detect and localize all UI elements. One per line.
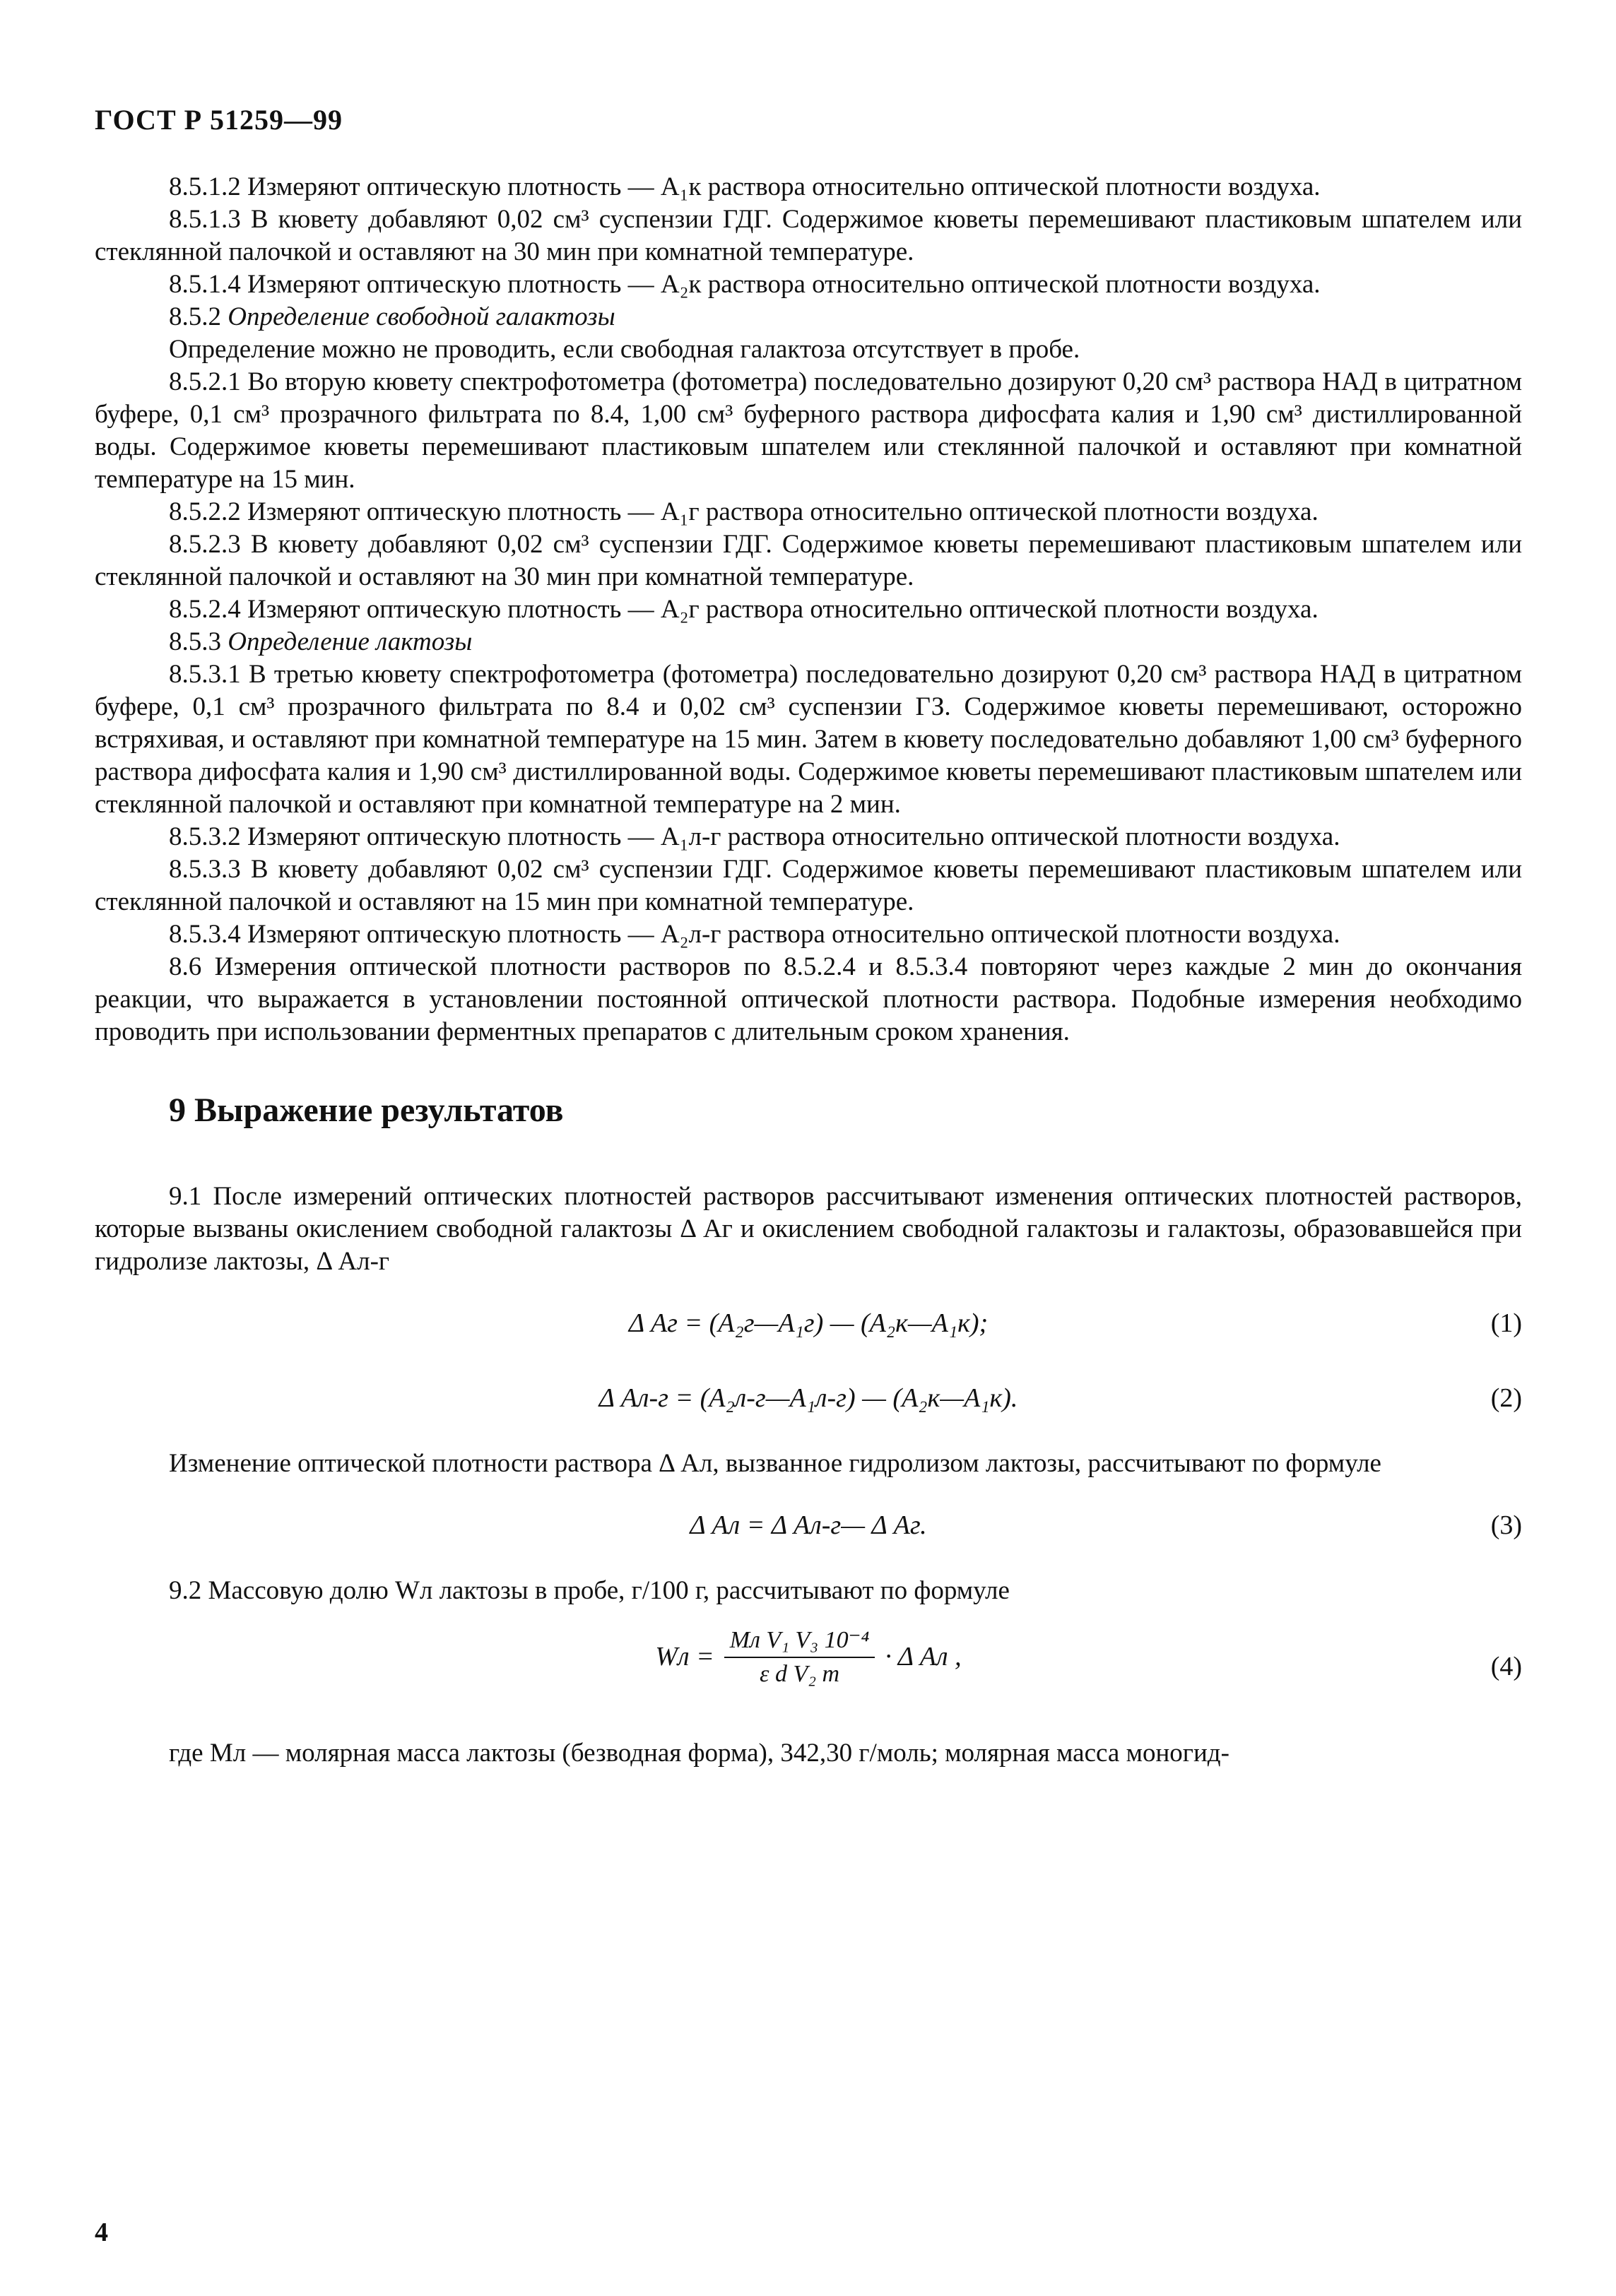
fraction-numerator: Mл V₁ V₃ 10⁻⁴ <box>729 1627 870 1653</box>
paragraph-8-5-1-2: 8.5.1.2 Измеряют оптическую плотность — A₁к раствора относительно оптической плотности воздуха. <box>169 172 1321 201</box>
section-heading-9: 9 Выражение результатов <box>169 1091 564 1129</box>
section-title: Определение лактозы <box>228 627 473 656</box>
fraction-expression <box>95 1626 1522 1688</box>
section-heading-8-5-2 <box>95 301 1522 333</box>
formula-4 <box>95 1617 1522 1737</box>
paragraph-8-5-2-4: 8.5.2.4 Измеряют оптическую плотность — A₂г раствора относительно оптической плотности воздуха. <box>169 595 1319 624</box>
section-number: 8.5.2 <box>169 302 221 331</box>
fraction <box>724 1626 875 1688</box>
paragraph-8-5-3-2: 8.5.3.2 Измеряют оптическую плотность — A₁л-г раствора относительно оптической плотности воздуха. <box>169 822 1340 851</box>
formula-number: (2) <box>1490 1383 1522 1413</box>
section-title: Определение свободной галактозы <box>228 302 615 331</box>
section-number: 8.5.3 <box>169 627 221 656</box>
paragraph-8-5-2-1: 8.5.2.1 Во вторую кювету спектрофотометра (фотометра) последовательно дозируют 0,20 см³ раствора НАД в цитратном буфере, 0,1 см³ прозрачного фильтрата по 8.4, 1,00 см³ буферного раствора дифосфата калия и 1,90 см³ дистиллированной воды. Содержимое кюветы перемешивают пластиковым шпателем или стеклянной палочкой и оставляют при комнатной температуре на 15 мин. <box>95 367 1522 494</box>
paragraph-note: Определение можно не проводить, если свободная галактоза отсутствует в пробе. <box>169 335 1080 364</box>
paragraph-change-description: Изменение оптической плотности раствора Δ Aл, вызванное гидролизом лактозы, рассчитывают по формуле <box>169 1449 1381 1478</box>
paragraph-8-6: 8.6 Измерения оптической плотности растворов по 8.5.2.4 и 8.5.3.4 повторяют через каждые 2 мин до окончания реакции, что выражается в установлении постоянной оптической плотности раствора. Подобные измерения необходимо проводить при использовании ферментных препаратов с длительным сроком хранения. <box>95 952 1522 1046</box>
paragraph-8-5-1-4: 8.5.1.4 Измеряют оптическую плотность — A₂к раствора относительно оптической плотности воздуха. <box>169 270 1321 299</box>
formula-expression: Δ Aл = Δ Aл-г— Δ Aг. <box>690 1510 927 1540</box>
formula-number: (1) <box>1490 1308 1522 1338</box>
section-heading-8-5-3 <box>95 626 1522 658</box>
formula-rhs: · Δ Aл , <box>885 1642 962 1671</box>
formula-lhs: Wл = <box>655 1642 714 1671</box>
document-header: ГОСТ Р 51259—99 <box>95 104 343 136</box>
paragraph-8-5-2-2: 8.5.2.2 Измеряют оптическую плотность — A₁г раствора относительно оптической плотности воздуха. <box>169 497 1319 526</box>
formula-2 <box>95 1373 1522 1428</box>
paragraph-8-5-1-3: 8.5.1.3 В кювету добавляют 0,02 см³ суспензии ГДГ. Содержимое кюветы перемешивают пластиковым шпателем или стеклянной палочкой и оставляют на 30 мин при комнатной температуре. <box>95 205 1522 266</box>
paragraph-9-2: 9.2 Массовую долю Wл лактозы в пробе, г/100 г, рассчитывают по формуле <box>169 1576 1010 1605</box>
paragraph-where: где Mл — молярная масса лактозы (безводная форма), 342,30 г/моль; молярная масса моногид- <box>169 1739 1229 1768</box>
paragraph-8-5-3-4: 8.5.3.4 Измеряют оптическую плотность — A₂л-г раствора относительно оптической плотности воздуха. <box>169 920 1340 949</box>
paragraph-9-1: 9.1 После измерений оптических плотностей растворов рассчитывают изменения оптических плотностей растворов, которые вызваны окислением свободной галактозы Δ Aг и окислением свободной галактозы и галактозы, образовавшейся при гидролизе лактозы, Δ Aл-г <box>95 1182 1522 1276</box>
formula-number: (4) <box>1490 1652 1522 1681</box>
formula-number: (3) <box>1490 1510 1522 1540</box>
formula-expression: Δ Aл-г = (A₂л-г—A₁л-г) — (A₂к—A₁к). <box>598 1383 1018 1413</box>
paragraph-8-5-2-3: 8.5.2.3 В кювету добавляют 0,02 см³ суспензии ГДГ. Содержимое кюветы перемешивают пластиковым шпателем или стеклянной палочкой и оставляют на 30 мин при комнатной температуре. <box>95 530 1522 591</box>
paragraph-8-5-3-3: 8.5.3.3 В кювету добавляют 0,02 см³ суспензии ГДГ. Содержимое кюветы перемешивают пластиковым шпателем или стеклянной палочкой и оставляют на 15 мин при комнатной температуре. <box>95 855 1522 916</box>
formula-3 <box>95 1500 1522 1555</box>
paragraph-8-5-3-1: 8.5.3.1 В третью кювету спектрофотометра (фотометра) последовательно дозируют 0,20 см³ раствора НАД в цитратном буфере, 0,1 см³ прозрачного фильтрата по 8.4 и 0,02 см³ суспензии ГЗ. Содержимое кюветы перемешивают, осторожно встряхивая, и оставляют при комнатной температуре на 15 мин. Затем в кювету последовательно добавляют 1,00 см³ буферного раствора дифосфата калия и 1,90 см³ дистиллированной воды. Содержимое кюветы перемешивают пластиковым шпателем или стеклянной палочкой и оставляют при комнатной температуре на 2 мин. <box>95 660 1522 819</box>
formula-1 <box>95 1298 1522 1353</box>
page-number: 4 <box>95 2218 108 2247</box>
document-body <box>95 171 1522 1770</box>
fraction-denominator: ε d V₂ m <box>760 1661 840 1687</box>
formula-expression: Δ Aг = (A₂г—A₁г) — (A₂к—A₁к); <box>628 1308 989 1338</box>
